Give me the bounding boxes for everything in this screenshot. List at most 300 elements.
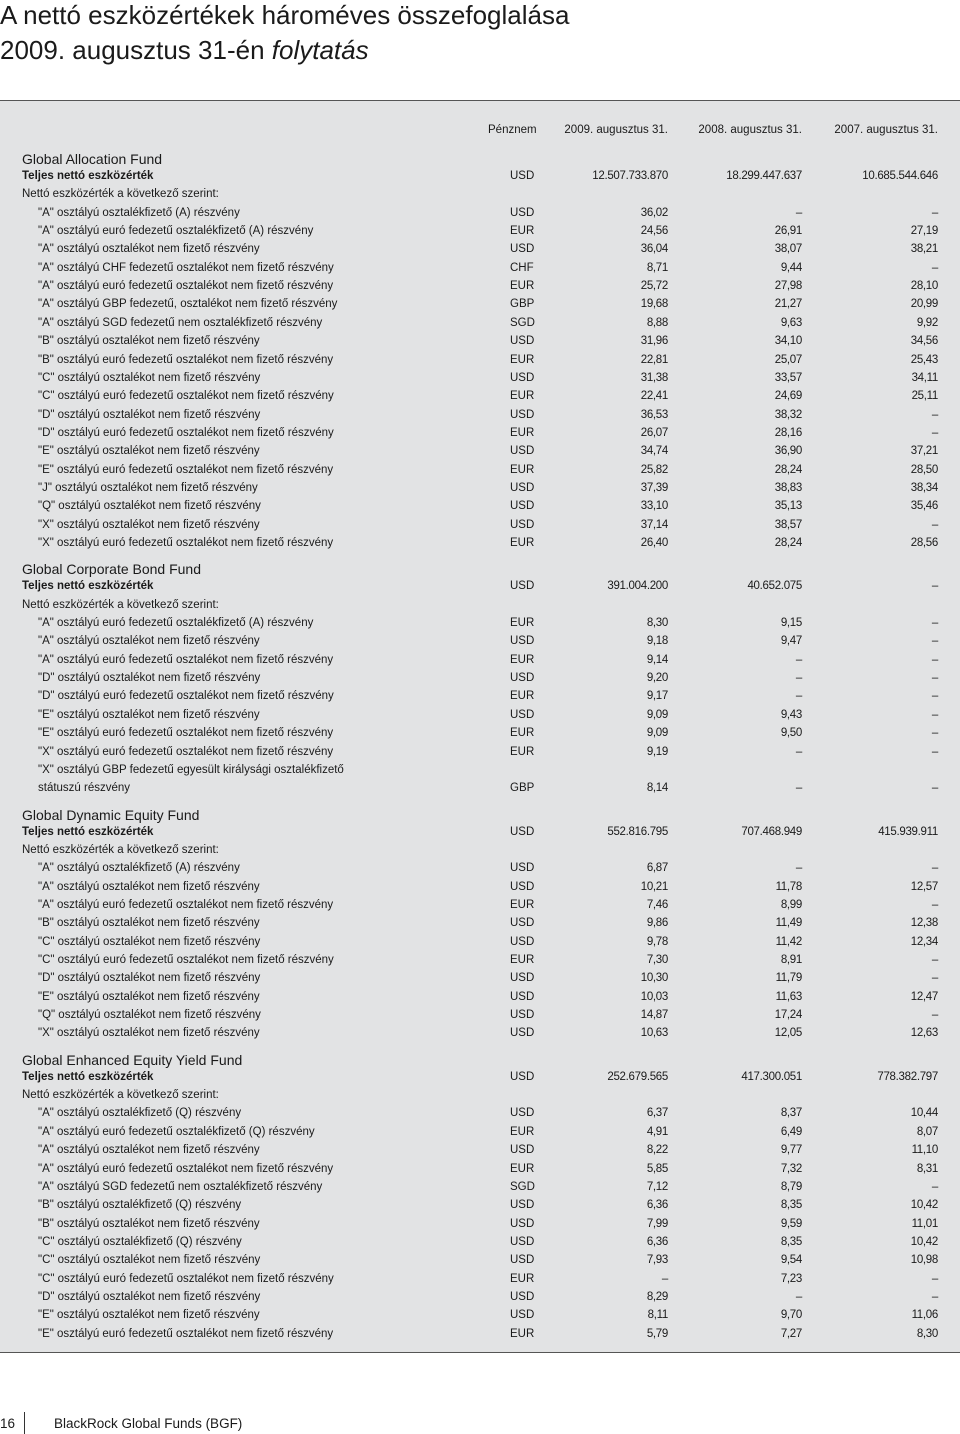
currency-cell: USD (510, 445, 535, 458)
share-class-row (0, 225, 960, 243)
row-label: "Q" osztályú osztalékot nem fizető részvény (38, 500, 261, 513)
currency-cell: EUR (510, 1327, 535, 1340)
breakdown-note-row (0, 188, 960, 206)
currency-cell: USD (510, 500, 535, 513)
row-label: "E" osztályú euró fedezetű osztalékot nem fizető részvény (38, 727, 334, 740)
currency-cell: USD (510, 635, 535, 648)
value-2007: – (931, 672, 938, 685)
title-date: 2009. augusztus 31-én (0, 35, 265, 65)
currency-cell: USD (510, 862, 535, 875)
row-label: "E" osztályú osztalékot nem fizető részvény (38, 708, 260, 721)
share-class-row (0, 335, 960, 353)
currency-cell: USD (510, 206, 535, 219)
value-2008: 11,63 (775, 990, 802, 1003)
row-label: "A" osztályú euró fedezetű osztalékfizető (A) részvény (38, 225, 314, 238)
currency-cell: USD (510, 917, 535, 930)
value-2008: 11,49 (775, 917, 802, 930)
total-nav-row (0, 580, 960, 598)
currency-cell: SGD (510, 316, 535, 329)
value-2009: 9,14 (646, 653, 668, 666)
currency-cell: EUR (510, 727, 535, 740)
value-2008: 26,91 (774, 225, 802, 238)
value-2009: 9,18 (646, 635, 668, 648)
value-2008: 35,13 (774, 500, 802, 513)
currency-cell: USD (510, 935, 535, 948)
row-label: "A" osztályú euró fedezetű osztalékfizető (A) részvény (38, 617, 314, 630)
share-class-row (0, 372, 960, 390)
value-2008: 9,47 (780, 635, 802, 648)
value-2008: 11,78 (775, 880, 802, 893)
fund-name-row (0, 1052, 960, 1070)
value-2009: 7,99 (646, 1217, 668, 1230)
value-2007: 8,31 (916, 1162, 938, 1175)
currency-cell: GBP (510, 782, 535, 795)
footer-divider (24, 1412, 25, 1434)
value-2007: – (931, 898, 938, 911)
value-2009: 36,53 (640, 408, 668, 421)
value-2009: 6,37 (646, 1107, 668, 1120)
share-class-row (0, 519, 960, 537)
value-2008: 8,91 (780, 954, 802, 966)
value-2009: 7,30 (646, 954, 668, 966)
header-2008: 2008. augusztus 31. (698, 124, 802, 136)
row-label: Global Allocation Fund (22, 151, 163, 167)
value-2008: 12,05 (774, 1027, 802, 1040)
share-class-row (0, 280, 960, 298)
share-class-row (0, 500, 960, 518)
share-class-row (0, 862, 960, 880)
value-2009: 36,04 (640, 243, 668, 256)
share-class-row (0, 727, 960, 745)
row-label: "D" osztályú osztalékot nem fizető részvény (38, 672, 261, 685)
row-label: "C" osztályú osztalékfizető (Q) részvény (38, 1235, 242, 1248)
value-2009: 26,40 (640, 537, 668, 549)
currency-cell: USD (510, 518, 535, 531)
row-label: Nettó eszközérték a következő szerint: (22, 598, 219, 611)
value-2007: – (931, 954, 938, 966)
value-2007: 10,98 (910, 1254, 938, 1267)
row-label: Teljes nettó eszközérték (22, 170, 154, 182)
value-2007: 12,34 (910, 935, 938, 948)
value-2009: 9,17 (646, 690, 668, 703)
value-2008: 34,10 (774, 335, 802, 348)
share-class-row (0, 635, 960, 653)
breakdown-note-row (0, 844, 960, 862)
value-2009: 22,41 (640, 390, 668, 403)
currency-cell: USD (510, 672, 535, 685)
value-2009: 8,30 (646, 617, 668, 630)
row-label: "A" osztályú euró fedezetű osztalékot nem fizető részvény (38, 898, 334, 911)
value-2008: 17,24 (774, 1009, 802, 1022)
value-2007: – (931, 261, 938, 274)
share-class-row (0, 881, 960, 899)
value-2008: – (795, 1290, 802, 1303)
value-2007: – (931, 653, 938, 666)
currency-cell: EUR (510, 1162, 535, 1175)
value-2007: – (931, 1290, 938, 1303)
currency-cell: USD (510, 1009, 535, 1022)
share-class-row (0, 617, 960, 635)
value-2009: 4,91 (646, 1125, 668, 1138)
row-label: "A" osztályú SGD fedezetű nem osztalékfizető részvény (38, 1180, 323, 1193)
share-class-row (0, 1126, 960, 1144)
value-2009: 22,81 (640, 353, 668, 366)
currency-cell: USD (510, 243, 535, 256)
value-2007: 27,19 (910, 225, 938, 238)
share-class-row (0, 262, 960, 280)
value-2007: 12,57 (910, 880, 938, 893)
value-2009: 8,29 (646, 1290, 668, 1303)
value-2007: 34,56 (910, 335, 938, 348)
value-2009: 9,19 (646, 745, 668, 758)
header-2009: 2009. augusztus 31. (564, 124, 668, 136)
currency-cell: EUR (510, 898, 535, 911)
row-label: "A" osztályú osztalékot nem fizető részvény (38, 1144, 260, 1157)
share-class-row (0, 1181, 960, 1199)
page-number: 16 (0, 1416, 16, 1431)
value-2007: – (931, 727, 938, 740)
currency-cell: USD (510, 990, 535, 1003)
row-label: Teljes nettó eszközérték (22, 580, 154, 593)
value-2007: 25,43 (910, 353, 938, 366)
value-2009: 24,56 (640, 225, 668, 238)
value-2007: – (931, 206, 938, 219)
value-2008: 417.300.051 (741, 1070, 802, 1083)
value-2009: 10,30 (640, 972, 668, 985)
value-2009: 552.816.795 (607, 825, 668, 838)
value-2008: 38,57 (774, 518, 802, 531)
value-2008: 9,44 (780, 261, 802, 274)
currency-cell: EUR (510, 463, 535, 476)
value-2008: 9,63 (780, 316, 802, 329)
row-label: Global Dynamic Equity Fund (22, 806, 200, 823)
currency-cell: USD (510, 335, 535, 348)
value-2008: – (795, 206, 802, 219)
row-label: "A" osztályú osztalékot nem fizető részvény (38, 880, 260, 893)
value-2008: 9,43 (780, 708, 802, 721)
value-2009: 9,09 (646, 708, 668, 721)
value-2007: 37,21 (910, 445, 938, 458)
row-label: "A" osztályú euró fedezetű osztalékot nem fizető részvény (38, 653, 334, 666)
value-2008: 8,79 (780, 1180, 802, 1193)
value-2007: 9,92 (916, 316, 938, 329)
breakdown-note-row (0, 599, 960, 617)
share-class-row (0, 972, 960, 990)
value-2007: – (931, 862, 938, 875)
value-2007: – (931, 426, 938, 439)
row-label: "E" osztályú euró fedezetű osztalékot nem fizető részvény (38, 1327, 334, 1340)
table-header (0, 124, 960, 140)
value-2007: 28,10 (910, 280, 938, 293)
value-2007: 11,01 (911, 1217, 938, 1230)
value-2007: 10,42 (910, 1199, 938, 1212)
currency-cell: GBP (510, 298, 535, 311)
value-2009: 252.679.565 (607, 1070, 668, 1083)
currency-cell: EUR (510, 390, 535, 403)
value-2007: 415.939.911 (878, 825, 938, 838)
value-2009: 37,14 (640, 518, 668, 531)
value-2007: 12,47 (910, 990, 938, 1003)
row-label: "A" osztályú osztalékfizető (A) részvény (38, 862, 240, 875)
share-class-row (0, 1027, 960, 1045)
row-label: Nettó eszközérték a következő szerint: (22, 843, 219, 856)
value-2007: – (931, 617, 938, 630)
value-2007: 8,07 (916, 1125, 938, 1138)
row-label: "A" osztályú euró fedezetű osztalékot nem fizető részvény (38, 280, 334, 293)
value-2009: 8,22 (646, 1144, 668, 1157)
row-label: "C" osztályú osztalékot nem fizető részvény (38, 1254, 261, 1267)
value-2007: 35,46 (910, 500, 938, 513)
value-2008: 8,35 (780, 1235, 802, 1248)
value-2009: 25,82 (640, 463, 668, 476)
row-label: "X" osztályú euró fedezetű osztalékot nem fizető részvény (38, 745, 334, 758)
share-class-row (0, 409, 960, 427)
value-2009: 9,09 (646, 727, 668, 740)
value-2009: 391.004.200 (607, 580, 668, 593)
share-class-row (0, 764, 960, 782)
share-class-row (0, 1273, 960, 1291)
row-label: "C" osztályú euró fedezetű osztalékot nem fizető részvény (38, 390, 334, 403)
value-2009: 6,87 (646, 862, 668, 875)
value-2008: 24,69 (774, 390, 802, 403)
value-2007: – (931, 518, 938, 531)
row-label: "Q" osztályú osztalékot nem fizető részvény (38, 1009, 261, 1022)
value-2009: 31,96 (640, 335, 668, 348)
row-label: "A" osztályú osztalékot nem fizető részvény (38, 635, 260, 648)
row-label: "D" osztályú osztalékot nem fizető részvény (38, 972, 261, 985)
share-class-row (0, 936, 960, 954)
share-class-row (0, 782, 960, 800)
total-nav-row (0, 170, 960, 188)
currency-cell: USD (510, 1309, 535, 1322)
currency-cell: USD (510, 580, 535, 593)
row-label: "J" osztályú osztalékot nem fizető részvény (38, 481, 258, 494)
row-label: "D" osztályú osztalékot nem fizető részvény (38, 1290, 261, 1303)
currency-cell: EUR (510, 537, 535, 549)
value-2007: 34,11 (911, 371, 938, 384)
value-2008: – (795, 653, 802, 666)
value-2007: – (931, 708, 938, 721)
value-2008: 9,50 (780, 727, 802, 740)
currency-cell: USD (510, 972, 535, 985)
value-2008: 38,07 (774, 243, 802, 256)
row-label: "A" osztályú osztalékfizető (Q) részvény (38, 1107, 242, 1120)
value-2009: 8,88 (646, 316, 668, 329)
currency-cell: CHF (510, 261, 534, 274)
currency-cell: USD (510, 1144, 535, 1157)
value-2007: 12,63 (910, 1027, 938, 1040)
value-2008: 28,24 (774, 537, 802, 549)
share-class-row (0, 1328, 960, 1346)
share-class-row (0, 1254, 960, 1272)
value-2009: 31,38 (640, 371, 668, 384)
value-2007: – (931, 635, 938, 648)
currency-cell: USD (510, 708, 535, 721)
currency-cell: USD (510, 1254, 535, 1267)
currency-cell: EUR (510, 1125, 535, 1138)
currency-cell: EUR (510, 1272, 535, 1285)
share-class-row (0, 317, 960, 335)
share-class-row (0, 1309, 960, 1327)
currency-cell: USD (510, 1235, 535, 1248)
value-2009: 8,71 (646, 261, 668, 274)
currency-cell: USD (510, 825, 535, 838)
value-2009: 7,46 (646, 898, 668, 911)
value-2008: 9,70 (780, 1309, 802, 1322)
share-class-row (0, 1236, 960, 1254)
row-label: "B" osztályú euró fedezetű osztalékot nem fizető részvény (38, 353, 334, 366)
row-label: "A" osztályú SGD fedezetű nem osztalékfizető részvény (38, 316, 323, 329)
value-2008: 7,32 (780, 1162, 802, 1175)
value-2007: 38,21 (910, 243, 938, 256)
share-class-row (0, 1163, 960, 1181)
value-2007: – (931, 580, 938, 593)
page-title (0, 0, 569, 65)
value-2009: 8,11 (647, 1309, 668, 1322)
value-2007: – (931, 690, 938, 703)
row-label: "C" osztályú euró fedezetű osztalékot nem fizető részvény (38, 954, 334, 966)
value-2009: 8,14 (646, 782, 668, 795)
value-2008: 9,59 (780, 1217, 802, 1230)
row-label: "E" osztályú osztalékot nem fizető részvény (38, 1309, 260, 1322)
title-continued: folytatás (271, 35, 369, 65)
value-2007: 20,99 (910, 298, 938, 311)
publication-name: BlackRock Global Funds (BGF) (54, 1416, 243, 1431)
value-2008: 9,77 (780, 1144, 802, 1157)
currency-cell: EUR (510, 653, 535, 666)
row-label: "B" osztályú osztalékot nem fizető részvény (38, 335, 260, 348)
value-2008: 8,35 (780, 1199, 802, 1212)
row-label: "B" osztályú osztalékot nem fizető részvény (38, 1217, 260, 1230)
share-class-row (0, 537, 960, 555)
share-class-row (0, 207, 960, 225)
value-2009: 9,86 (646, 917, 668, 930)
value-2009: 7,12 (646, 1180, 668, 1193)
value-2009: 9,78 (646, 935, 668, 948)
value-2008: – (795, 745, 802, 758)
share-class-row (0, 390, 960, 408)
currency-cell: EUR (510, 617, 535, 630)
currency-cell: USD (510, 1027, 535, 1040)
row-label: "X" osztályú euró fedezetű osztalékot nem fizető részvény (38, 537, 334, 549)
share-class-row (0, 1107, 960, 1125)
currency-cell: EUR (510, 690, 535, 703)
row-label: "B" osztályú osztalékfizető (Q) részvény (38, 1199, 242, 1212)
share-class-row (0, 445, 960, 463)
row-label: "A" osztályú osztalékfizető (A) részvény (38, 206, 240, 219)
row-label: "X" osztályú osztalékot nem fizető részvény (38, 1027, 260, 1040)
value-2007: – (931, 1180, 938, 1193)
value-2007: 778.382.797 (877, 1070, 938, 1083)
header-currency: Pénznem (488, 124, 537, 136)
value-2008: – (795, 672, 802, 685)
value-2008: 18.299.447.637 (726, 170, 802, 182)
share-class-row (0, 464, 960, 482)
currency-cell: USD (510, 1107, 535, 1120)
value-2008: 21,27 (774, 298, 802, 311)
value-2007: – (931, 782, 938, 795)
value-2007: – (931, 408, 938, 421)
row-label: "A" osztályú euró fedezetű osztalékfizető (Q) részvény (38, 1125, 315, 1138)
row-label: "C" osztályú osztalékot nem fizető részvény (38, 371, 261, 384)
value-2007: – (931, 972, 938, 985)
value-2009: 25,72 (640, 280, 668, 293)
share-class-row (0, 1144, 960, 1162)
share-class-row (0, 1199, 960, 1217)
row-label: Teljes nettó eszközérték (22, 825, 154, 838)
currency-cell: EUR (510, 225, 535, 238)
share-class-row (0, 672, 960, 690)
share-class-row (0, 1291, 960, 1309)
currency-cell: SGD (510, 1180, 535, 1193)
value-2008: 11,42 (775, 935, 802, 948)
value-2009: 37,39 (640, 481, 668, 494)
breakdown-note-row (0, 1089, 960, 1107)
row-label: Global Corporate Bond Fund (22, 561, 201, 578)
value-2008: 6,49 (780, 1125, 802, 1138)
value-2009: 14,87 (640, 1009, 668, 1022)
currency-cell: USD (510, 170, 535, 182)
total-nav-row (0, 1071, 960, 1089)
value-2009: 36,02 (640, 206, 668, 219)
share-class-row (0, 709, 960, 727)
share-class-row (0, 690, 960, 708)
value-2007: 28,50 (910, 463, 938, 476)
value-2008: – (795, 862, 802, 875)
value-2008: 28,16 (774, 426, 802, 439)
value-2008: 28,24 (774, 463, 802, 476)
fund-name-row (0, 561, 960, 579)
value-2008: 11,79 (775, 972, 802, 985)
value-2008: 36,90 (774, 445, 802, 458)
value-2007: 10.685.544.646 (862, 170, 938, 182)
share-class-row (0, 899, 960, 917)
value-2009: 6,36 (646, 1235, 668, 1248)
row-label: Global Enhanced Equity Yield Fund (22, 1051, 243, 1068)
value-2008: 8,37 (780, 1107, 802, 1120)
value-2009: 6,36 (646, 1199, 668, 1212)
value-2007: 28,56 (910, 537, 938, 549)
value-2008: 40.652.075 (747, 580, 802, 593)
share-class-row (0, 482, 960, 500)
value-2008: 7,23 (780, 1272, 802, 1285)
currency-cell: EUR (510, 745, 535, 758)
share-class-row (0, 298, 960, 316)
currency-cell: USD (510, 1290, 535, 1303)
share-class-row (0, 427, 960, 445)
currency-cell: USD (510, 880, 535, 893)
value-2007: – (931, 745, 938, 758)
currency-cell: EUR (510, 353, 535, 366)
currency-cell: USD (510, 1070, 535, 1083)
row-label: "A" osztályú osztalékot nem fizető részvény (38, 243, 260, 256)
currency-cell: USD (510, 481, 535, 494)
row-label: "X" osztályú GBP fedezetű egyesült királysági osztalékfizető (38, 763, 344, 776)
value-2008: 707.468.949 (741, 825, 802, 838)
row-label: "C" osztályú osztalékot nem fizető részvény (38, 935, 261, 948)
value-2008: 38,83 (774, 481, 802, 494)
fund-name-row (0, 807, 960, 825)
share-class-row (0, 243, 960, 261)
value-2009: 19,68 (640, 298, 668, 311)
share-class-row (0, 917, 960, 935)
value-2008: 9,54 (780, 1254, 802, 1267)
value-2009: 5,85 (646, 1162, 668, 1175)
row-label: "D" osztályú euró fedezetű osztalékot nem fizető részvény (38, 426, 334, 439)
value-2009: 12.507.733.870 (592, 170, 668, 182)
share-class-row (0, 654, 960, 672)
value-2009: 10,21 (640, 880, 668, 893)
